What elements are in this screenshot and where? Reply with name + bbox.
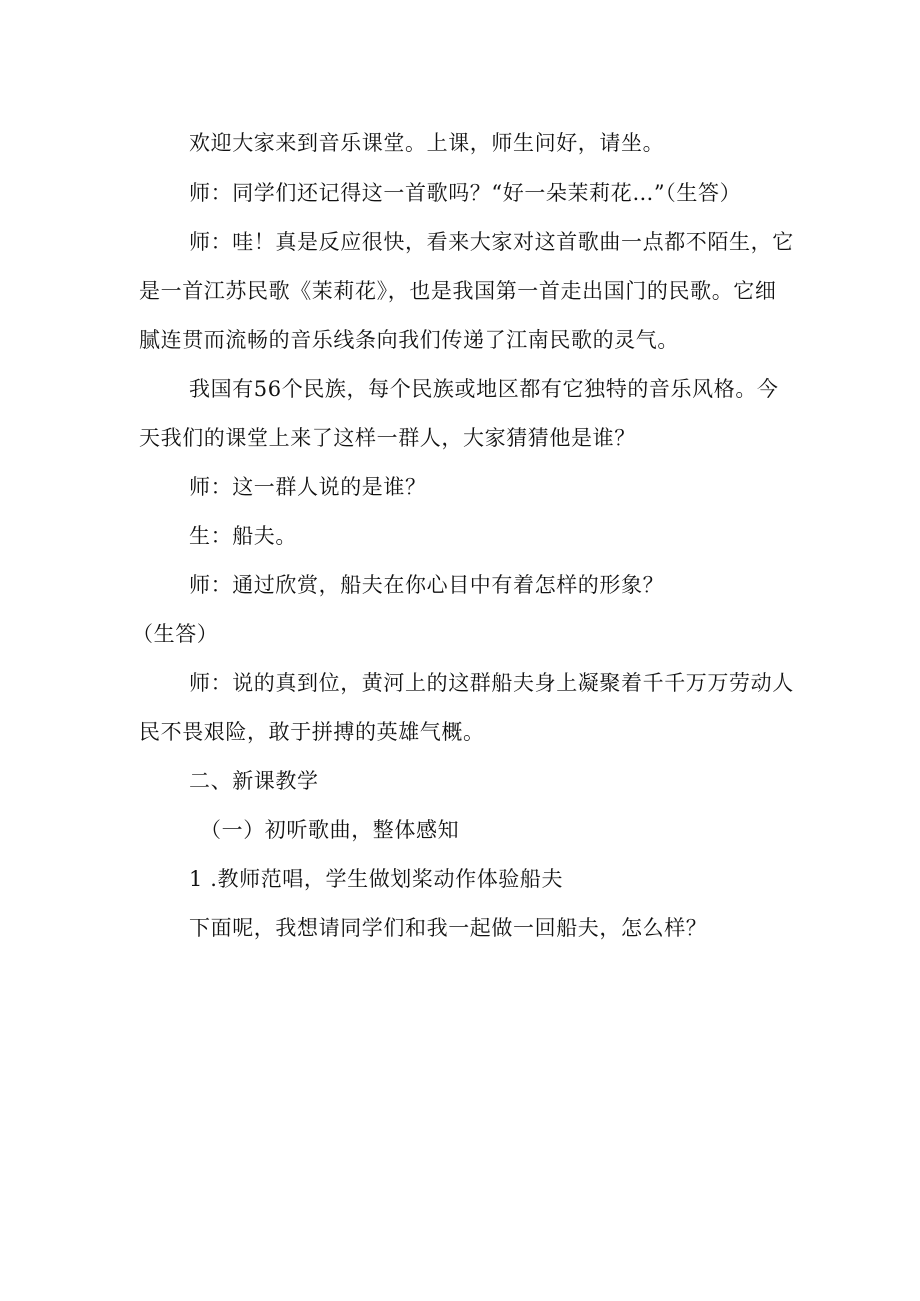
paragraph-ethnic-groups-line-2: 天我们的课堂上来了这样一群人，大家猜猜他是谁？ xyxy=(139,426,636,450)
dialogue-teacher-praise-line-1: 师：说的真到位，黄河上的这群船夫身上凝聚着千千万万劳动人 xyxy=(189,671,794,695)
dialogue-teacher-praise-line-2: 民不畏艰险，敢于拼搏的英雄气概。 xyxy=(139,720,485,744)
paragraph-greeting: 欢迎大家来到音乐课堂。上课，师生问好，请坐。 xyxy=(189,131,665,155)
dialogue-teacher-image: 师：通过欣赏，船夫在你心目中有着怎样的形象？ xyxy=(189,573,665,597)
dialogue-teacher-jasmine-line-2: 是一首江苏民歌《茉莉花》，也是我国第一首走出国门的民歌。它细 xyxy=(139,279,777,303)
subsection-heading-first-listen: （一）初听歌曲，整体感知 xyxy=(200,818,460,842)
dialogue-teacher-jasmine-line-1: 师：哇！真是反应很快，看来大家对这首歌曲一点都不陌生，它 xyxy=(189,230,794,254)
dialogue-student-boatman: 生：船夫。 xyxy=(189,524,297,548)
dialogue-teacher-question: 师：同学们还记得这一首歌吗？“好一朵茉莉花…”（生答） xyxy=(189,181,742,205)
dialogue-teacher-jasmine-line-3: 腻连贯而流畅的音乐线条向我们传递了江南民歌的灵气。 xyxy=(139,328,679,352)
list-item-teacher-sings: 1 .教师范唱，学生做划桨动作体验船夫 xyxy=(189,867,564,891)
paragraph-invitation: 下面呢，我想请同学们和我一起做一回船夫，怎么样？ xyxy=(189,916,708,940)
dialogue-teacher-who: 师：这一群人说的是谁？ xyxy=(189,475,427,499)
dialogue-student-answer: （生答） xyxy=(132,622,219,646)
section-heading-new-lesson: 二、新课教学 xyxy=(189,769,319,793)
paragraph-ethnic-groups-line-1: 我国有56个民族，每个民族或地区都有它独特的音乐风格。今 xyxy=(189,377,779,401)
